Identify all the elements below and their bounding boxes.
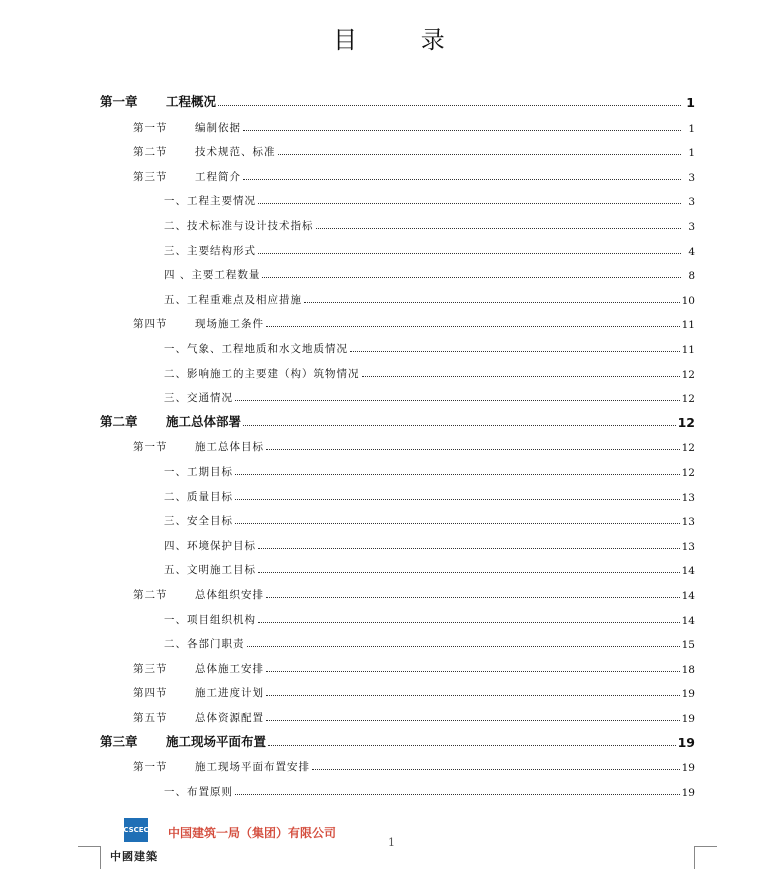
toc-entry-title: 总体组织安排 [195,589,264,601]
toc-entry-title: 三、主要结构形式 [164,244,256,257]
toc-entry-page-number: 4 [688,245,695,258]
toc-entry-title: 二、技术标准与设计技术指标 [164,220,314,232]
toc-dot-leader [235,473,680,475]
page-title: 目 录 [333,26,473,54]
toc-entry-number: 第二节 [133,146,168,159]
toc-entry-title: 施工总体部署 [166,413,242,429]
toc-entry-title: 一、项目组织机构 [164,613,256,626]
toc-entry-label [164,243,256,258]
toc-dot-leader [362,375,680,377]
toc-entry-page-number: 1 [688,122,695,135]
toc-entry-label [133,710,264,725]
toc-entry-page-number: 1 [688,147,695,160]
toc-entry-number: 第一节 [133,441,168,454]
toc-entry-label [164,218,314,233]
toc-entry-page-number: 14 [681,614,695,627]
toc-entry-label [164,513,233,528]
toc-entry-page-number: 10 [681,294,695,307]
toc-dot-leader [258,621,680,623]
toc-entry-label [133,120,241,135]
toc-dot-leader [316,227,682,229]
corner-mark-bottom-right [694,846,717,869]
toc-entry-label [164,292,302,307]
toc-dot-leader [258,547,680,549]
toc-entry-number: 第一节 [133,121,168,134]
toc-entry-page-number: 19 [681,762,695,775]
toc-dot-leader [312,768,680,770]
toc-entry-page-number: 19 [681,688,695,701]
toc-entry-number: 第三章 [100,733,138,749]
toc-dot-leader [243,178,681,180]
toc-entry-chapter[interactable] [100,410,695,430]
toc-entry-label [164,193,256,208]
toc-entry-number: 第三节 [133,170,168,183]
toc-entry-title: 四、环境保护目标 [164,539,256,552]
toc-entry-title: 一、工期目标 [164,466,233,478]
toc-entry-page-number: 13 [681,516,695,529]
toc-entry-number: 第五节 [133,712,168,724]
toc-entry-label [100,92,216,110]
toc-entry-page-number: 14 [681,590,695,602]
toc-entry-section[interactable] [100,139,695,159]
toc-entry-page-number: 13 [681,540,695,553]
toc-entry-label [133,316,264,331]
toc-entry-item[interactable] [100,238,695,258]
toc-dot-leader [266,325,680,327]
toc-entry-label [133,169,241,184]
toc-entry-label [133,759,310,774]
toc-dot-leader [266,670,680,672]
toc-entry-label [164,267,260,282]
toc-entry-label [100,732,266,750]
toc-entry-label [133,144,276,159]
toc-entry-title: 施工现场平面布置安排 [195,761,310,774]
toc-entry-title: 总体施工安排 [195,662,264,675]
toc-entry-title: 施工总体目标 [195,441,264,454]
toc-entry-title: 四 、主要工程数量 [164,269,261,282]
toc-entry-page-number: 12 [681,442,695,455]
toc-entry-label [133,685,264,700]
toc-entry-chapter[interactable] [100,90,695,110]
toc-entry-number: 第一章 [100,94,138,109]
cscec-logo [124,818,148,842]
toc-entry-item[interactable] [100,336,695,356]
toc-entry-title: 二、各部门职责 [164,638,245,651]
toc-entry-page-number: 15 [681,639,695,652]
toc-entry-section[interactable] [100,582,695,602]
toc-entry-label [164,341,348,356]
toc-entry-page-number: 12 [681,368,695,381]
toc-entry-page-number: 19 [681,713,695,725]
toc-entry-item[interactable] [100,607,695,627]
toc-entry-page-number: 13 [681,491,695,504]
toc-entry-number: 第一节 [133,761,168,774]
toc-dot-leader [266,596,680,598]
toc-entry-title: 施工现场平面布置 [166,733,267,749]
toc-entry-page-number: 19 [681,786,695,799]
toc-dot-leader [268,744,676,746]
toc-entry-label [164,390,233,405]
footer-page-number: 1 [388,836,395,849]
toc-entry-title: 五、文明施工目标 [164,564,256,577]
toc-entry-page-number: 12 [677,414,695,430]
toc-entry-title: 二、质量目标 [164,490,233,503]
toc-entry-page-number: 3 [688,221,695,233]
toc-dot-leader [243,129,681,131]
toc-entry-item[interactable] [100,213,695,233]
toc-entry-item[interactable] [100,459,695,479]
toc-dot-leader [258,571,680,573]
toc-dot-leader [266,694,680,696]
toc-entry-item[interactable] [100,262,695,282]
corner-mark-bottom-left [78,846,101,869]
toc-entry-label [164,366,360,381]
toc-entry-title: 一、气象、工程地质和水文地质情况 [164,343,348,355]
toc-entry-page-number: 19 [677,734,695,750]
toc-entry-page-number: 8 [688,270,695,283]
toc-dot-leader [278,153,682,155]
toc-entry-section[interactable] [100,115,695,135]
toc-dot-leader [235,498,680,500]
toc-dot-leader [262,276,681,278]
toc-entry-title: 施工进度计划 [195,687,264,700]
toc-entry-section[interactable] [100,680,695,700]
toc-entry-label [133,439,264,454]
toc-entry-label [164,562,256,577]
toc-dot-leader [258,202,681,204]
toc-entry-title: 一、布置原则 [164,785,233,798]
toc-entry-item[interactable] [100,361,695,381]
toc-dot-leader [266,719,680,721]
toc-entry-title: 现场施工条件 [195,318,264,331]
toc-entry-section[interactable] [100,656,695,676]
toc-entry-label [133,587,264,602]
toc-dot-leader [350,350,680,352]
toc-entry-title: 编制依据 [195,121,241,134]
toc-entry-number: 第二节 [133,589,168,601]
toc-entry-section[interactable] [100,311,695,331]
toc-entry-title: 一、工程主要情况 [164,195,256,208]
toc-entry-title: 工程概况 [166,94,217,109]
toc-entry-title: 总体资源配置 [195,712,264,724]
toc-entry-page-number: 18 [681,663,695,676]
toc-dot-leader [235,399,680,401]
footer-brand: 中國建築 [110,850,158,863]
toc-entry-section[interactable] [100,754,695,774]
toc-entry-item[interactable] [100,779,695,799]
toc-entry-item[interactable] [100,188,695,208]
toc-dot-leader [243,424,676,426]
toc-entry-number: 第四节 [133,318,168,331]
toc-entry-label [100,412,241,430]
toc-entry-item[interactable] [100,533,695,553]
toc-dot-leader [235,522,680,524]
toc-dot-leader [258,252,681,254]
toc-entry-item[interactable] [100,557,695,577]
toc-entry-label [164,636,245,651]
logo-text: CSCEC [123,826,149,834]
toc-entry-label [133,661,264,676]
toc-dot-leader [218,104,681,106]
toc-entry-page-number: 14 [681,565,695,578]
toc-dot-leader [266,448,680,450]
toc-entry-section[interactable] [100,434,695,454]
toc-entry-label [164,784,233,799]
toc-entry-page-number: 12 [681,467,695,479]
toc-entry-page-number: 3 [688,171,695,184]
toc-entry-title: 三、安全目标 [164,515,233,528]
toc-entry-number: 第四节 [133,687,168,700]
toc-dot-leader [235,793,680,795]
toc-entry-title: 三、交通情况 [164,392,233,405]
toc-entry-item[interactable] [100,484,695,504]
toc-entry-section[interactable] [100,705,695,725]
toc-entry-page-number: 1 [686,95,695,110]
toc-entry-title: 二、影响施工的主要建（构）筑物情况 [164,367,360,380]
toc-entry-number: 第二章 [100,413,138,429]
toc-entry-label [164,464,233,479]
toc-entry-chapter[interactable] [100,730,695,750]
toc-entry-label [164,612,256,627]
toc-entry-item[interactable] [100,508,695,528]
toc-entry-page-number: 12 [681,393,695,406]
toc-dot-leader [247,645,680,647]
footer-company-name: 中国建筑一局（集团）有限公司 [168,826,337,840]
toc-entry-page-number: 11 [681,344,695,356]
toc-entry-title: 工程简介 [195,170,241,183]
toc-entry-label [164,538,256,553]
toc-entry-page-number: 3 [688,196,695,209]
toc-entry-label [164,489,233,504]
toc-entry-number: 第三节 [133,662,168,675]
toc-entry-item[interactable] [100,287,695,307]
toc-entry-title: 五、工程重难点及相应措施 [164,293,302,306]
toc-entry-page-number: 11 [681,319,695,332]
toc-entry-item[interactable] [100,385,695,405]
toc-entry-section[interactable] [100,164,695,184]
toc-entry-item[interactable] [100,631,695,651]
toc-entry-title: 技术规范、标准 [195,146,276,159]
toc-dot-leader [304,301,680,303]
